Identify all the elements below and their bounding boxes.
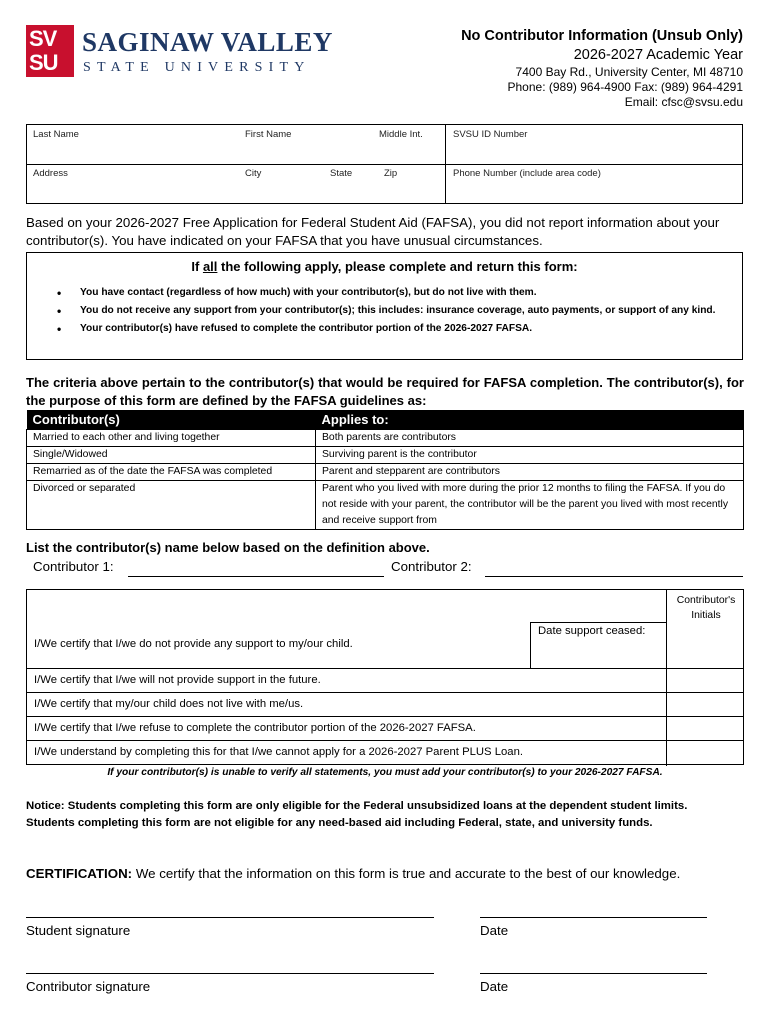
criteria-item: • You do not receive any support from your contributor(s); this includes: insurance coverage, auto payments, or support of any kind.	[57, 303, 737, 319]
university-logo	[26, 25, 333, 80]
contributor-2-label: Contributor 2:	[391, 559, 472, 574]
state-field[interactable]: State	[330, 168, 353, 179]
criteria-heading: If all the following apply, please complete and return this form:	[191, 259, 578, 274]
first-name-field[interactable]: First Name	[245, 129, 292, 140]
criteria-note: The criteria above pertain to the contributor(s) that would be required for FAFSA completion. The contributor(s), for the purpose of this form are defined by the FAFSA guidelines as:	[26, 375, 744, 408]
table-row: Remarried as of the date the FAFSA was completed Parent and stepparent are contributors	[27, 463, 744, 480]
contributor-date-label: Date	[480, 979, 509, 994]
phone-field[interactable]: Phone Number (include area code)	[453, 168, 601, 179]
contributor-2-input[interactable]	[485, 576, 743, 577]
student-signature-label: Student signature	[26, 923, 131, 938]
statement-no-future-support: I/We certify that I/we will not provide support in the future.	[34, 674, 321, 686]
office-email: Email: cfsc@svsu.edu	[624, 95, 743, 109]
criteria-box	[26, 252, 743, 360]
student-info-grid	[26, 124, 743, 204]
certification-statement: CERTIFICATION: We certify that the information on this form is true and accurate to the best of our knowledge.	[26, 866, 681, 881]
statement-no-support: I/We certify that I/we do not provide any support to my/our child.	[34, 638, 353, 650]
table-row: Married to each other and living together Both parents are contributors	[27, 429, 744, 446]
student-date-label: Date	[480, 923, 509, 938]
contributor-date-line[interactable]	[480, 973, 707, 974]
contributor-1-input[interactable]	[128, 576, 384, 577]
city-field[interactable]: City	[245, 168, 262, 179]
list-contributors-heading: List the contributor(s) name below based on the definition above.	[26, 540, 430, 555]
form-title: No Contributor Information (Unsub Only)	[461, 28, 743, 44]
office-address: 7400 Bay Rd., University Center, MI 48710	[515, 65, 743, 79]
contributor-column-header: Contributor(s)	[27, 410, 316, 429]
contributor-1-label: Contributor 1:	[33, 559, 114, 574]
address-field[interactable]: Address	[33, 168, 68, 179]
statement-refuse-fafsa: I/We certify that I/we refuse to complete the contributor portion of the 2026-2027 FAFSA.	[34, 722, 476, 734]
statement-not-living: I/We certify that my/our child does not live with me/us.	[34, 698, 304, 710]
criteria-item: • You have contact (regardless of how much) with your contributor(s), but do not live with them.	[57, 285, 737, 301]
svsu-id-field[interactable]: SVSU ID Number	[453, 129, 528, 140]
certification-table	[26, 589, 744, 765]
academic-year: 2026-2027 Academic Year	[573, 47, 743, 63]
header-info	[461, 27, 743, 110]
last-name-field[interactable]: Last Name	[33, 129, 79, 140]
applies-to-column-header: Applies to:	[316, 410, 744, 429]
table-row: Single/Widowed Surviving parent is the contributor	[27, 446, 744, 463]
logo-name: SAGINAW VALLEY	[82, 27, 333, 57]
middle-initial-field[interactable]: Middle Int.	[379, 129, 423, 140]
notice-paragraph: Notice: Students completing this form are only eligible for the Federal unsubsidized loans at the dependent student limits. Students completing this form are not eligible for any need-based aid including Federal, state, and university funds.	[26, 800, 688, 829]
intro-paragraph: Based on your 2026-2027 Free Application for Federal Student Aid (FAFSA), you did not report information about your contributor(s). You have indicated on your FAFSA that you have unusual circumstances.	[26, 215, 720, 248]
table-row: Divorced or separated Parent who you lived with more during the prior 12 months to filing the FAFSA. If you do not reside with your parent, the contributor will be the parent you lived with most recently and receive support from	[27, 480, 744, 529]
student-signature-line[interactable]	[26, 917, 434, 918]
logo-subtitle: STATE UNIVERSITY	[83, 60, 311, 75]
contributor-table	[26, 410, 744, 530]
criteria-item: • Your contributor(s) have refused to complete the contributor portion of the 2026-2027 FAFSA.	[57, 321, 737, 337]
contributor-signature-line[interactable]	[26, 973, 434, 974]
verify-note: If your contributor(s) is unable to verify all statements, you must add your contributor(s) to your 2026-2027 FAFSA.	[107, 767, 663, 778]
logo-mark: SV SU	[26, 25, 74, 77]
student-date-line[interactable]	[480, 917, 707, 918]
contributor-initials-header: Contributor's Initials	[676, 595, 736, 621]
date-support-ceased-field[interactable]: Date support ceased:	[538, 625, 646, 637]
zip-field[interactable]: Zip	[384, 168, 398, 179]
statement-no-plus-loan: I/We understand by completing this for that I/we cannot apply for a 2026-2027 Parent PLUS Loan.	[34, 746, 523, 758]
office-phone: Phone: (989) 964-4900 Fax: (989) 964-4291	[507, 80, 743, 94]
criteria-list	[57, 285, 737, 339]
contributor-signature-label: Contributor signature	[26, 979, 151, 994]
